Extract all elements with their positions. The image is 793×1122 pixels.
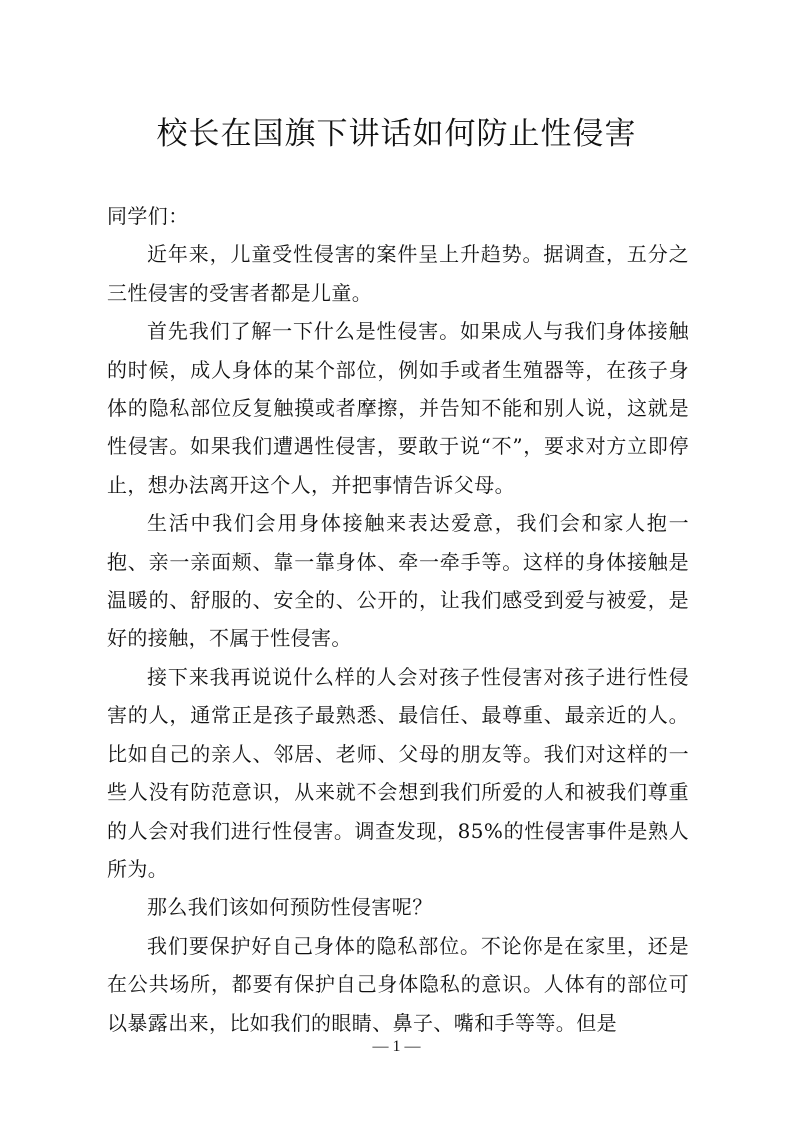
paragraph-intro: 近年来，儿童受性侵害的案件呈上升趋势。据调查，五分之三性侵害的受害者都是儿童。 — [107, 242, 689, 305]
document-title: 校长在国旗下讲话如何防止性侵害 — [156, 116, 637, 152]
paragraph-perpetrators: 接下来我再说说什么样的人会对孩子性侵害对孩子进行性侵害的人，通常正是孩子最熟悉、最信任、最尊重、最亲近的人。比如自己的亲人、邻居、老师、父母的朋友等。我们对这样的一些人没有防范意识，从来就不会想到我们所爱的人和被我们尊重的人会对我们进行性侵害。调查发现，85%的性侵害事件是熟人所为。 — [107, 664, 689, 881]
paragraph-definition: 首先我们了解一下什么是性侵害。如果成人与我们身体接触的时候，成人身体的某个部位，例如手或者生殖器等，在孩子身体的隐私部位反复触摸或者摩擦，并告知不能和别人说，这就是性侵害。如果我们遭遇性侵害，要敢于说“不”，要求对方立即停止，想办法离开这个人，并把事情告诉父母。 — [107, 319, 689, 497]
page-number: — 1 — — [372, 1038, 421, 1055]
paragraph-question: 那么我们该如何预防性侵害呢？ — [147, 895, 433, 920]
salutation: 同学们： — [107, 204, 189, 228]
paragraph-good-touch: 生活中我们会用身体接触来表达爱意，我们会和家人抱一抱、亲一亲面颊、靠一靠身体、牵一牵手等。这样的身体接触是温暖的、舒服的、安全的、公开的，让我们感受到爱与被爱，是好的接触，不属于性侵害。 — [107, 511, 689, 651]
document-body — [107, 197, 689, 1042]
paragraph-protection: 我们要保护好自己身体的隐私部位。不论你是在家里，还是在公共场所，都要有保护自己身体隐私的意识。人体有的部位可以暴露出来，比如我们的眼睛、鼻子、嘴和手等等。但是 — [107, 933, 689, 1035]
